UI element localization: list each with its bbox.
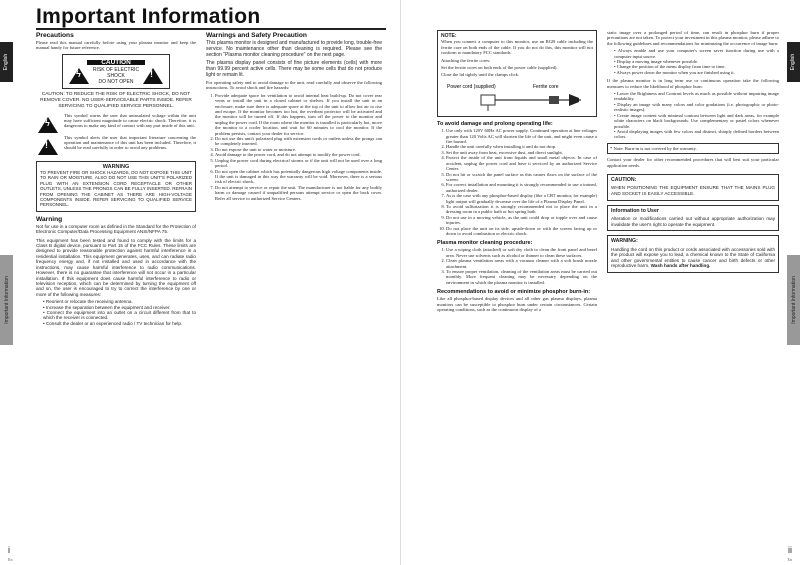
warnings-safety-heading: Warnings and Safety Precaution (206, 32, 307, 39)
note-attach: Attaching the ferrite cores: (441, 57, 491, 63)
lightning-warning-icon: ϟ (69, 68, 89, 84)
list-item: 3. Set the unit away from heat, excessive dust, and direct sunlight. (446, 150, 597, 155)
note-title: NOTE: (441, 33, 457, 39)
caution-line2: DO NOT OPEN (98, 79, 134, 86)
list-item: • Display a moving image whenever possible. (614, 59, 779, 64)
list-item: 9. Do not use in a moving vehicle, as the unit could drop or topple over and cause injuries. (446, 215, 597, 226)
list-item: • Always enable and use your computer's screen saver function during use with a computer input source. (614, 48, 779, 59)
section-tab: Important Information (0, 255, 13, 345)
list-item: 5. Do not hit or scratch the panel surface as this causes flaws on the surface of the screen. (446, 172, 597, 183)
title-rule (36, 28, 386, 30)
note-set: Set the ferrite cores on both ends of the power cable (supplied). (441, 65, 558, 71)
caution-label: CAUTION (87, 60, 145, 65)
list-item: • Lower the Brightness and Contrast levels as much as possible without impairing image readability. (614, 91, 779, 102)
list-item: • Change the position of the menu display from time to time. (614, 64, 779, 69)
list-item: 5. Unplug the power cord during electrical storms or if the unit will not be used over a long period. (215, 158, 382, 169)
list-item: • Connect the equipment into an outlet on a circuit different from that to which the receiver is connected. (43, 310, 196, 321)
ferrite-core-diagram (441, 80, 591, 112)
warning-box-title: WARNING (102, 163, 130, 170)
left-column (36, 32, 196, 326)
precautions-heading: Precautions (36, 32, 74, 39)
list-item: 2. Handle the unit carefully when installing it and do not drop. (446, 144, 597, 149)
list-item: 4. Protect the inside of the unit from liquids and small metal objects. In case of accident, unplug the power cord and have it serviced by an authorized Service Center. (446, 155, 597, 171)
burn-in-text: Like all phosphor-based display devices and all other gas plasma displays, plasma monitors can be susceptible to phosphor burn under certain circumstances. Certain operating conditions, such as the continuous display of a (437, 296, 597, 313)
diagram-label-power: Power cord (supplied) (447, 83, 496, 90)
precautions-text: Please read this manual carefully before using your plasma monitor and keep the manual handy for future reference. (36, 40, 196, 51)
section-tab: Important Information (787, 255, 800, 345)
safety-list (206, 93, 382, 201)
fcc-measures-list (36, 299, 196, 326)
safety-instructions: For operating safety and to avoid damage to the unit, read carefully and observe the following instructions. To avoid shock and fire hazards: (206, 80, 382, 91)
warning-heading: Warning (36, 215, 63, 223)
list-item: • Increase the separation between the equipment and receiver. (43, 305, 196, 310)
damage-list (437, 128, 597, 236)
list-item: • Reorient or relocate the receiving antenna. (43, 299, 196, 304)
lead-warning-bold: Wash hands after handling. (650, 263, 711, 269)
caution-box-title: CAUTION: (611, 176, 637, 183)
list-item: 3. Do not expose the unit to water or moisture. (215, 147, 382, 152)
list-item: 10. Do not place the unit on its side, upside-down or with the screen facing up or down to avoid combustion or electric shock. (446, 226, 597, 237)
info-box (607, 205, 779, 232)
list-item: • Create image content with minimal contrast between light and dark areas, for example white characters on black backgrounds. Use complementary or pastel colors whenever possible. (614, 113, 779, 129)
language-tab: English (0, 42, 13, 82)
list-item: 6. For correct installation and mounting it is strongly recommended to use a trained, authorized dealer. (446, 182, 597, 193)
list-item: 2. Clean plasma ventilation areas with a vacuum cleaner with a soft brush nozzle attachment. (446, 258, 597, 269)
lead-warning-title: WARNING: (611, 238, 638, 245)
exclamation-warning-icon: ! (143, 68, 163, 84)
right-column-2 (607, 30, 779, 277)
right-column-1 (437, 30, 597, 314)
list-item: • Avoid displaying images with few colors and distinct, sharply defined borders between colors. (614, 129, 779, 140)
list-item: • Always power down the monitor when you are finished using it. (614, 70, 779, 75)
caution-box-text: WHEN POSITIONING THE EQUIPMENT ENSURE THAT THE MAINS PLUG AND SOCKET IS EASILY ACCESSIBLE. (611, 185, 775, 196)
caution-main-text: CAUTION: TO REDUCE THE RISK OF ELECTRIC SHOCK, DO NOT REMOVE COVER. NO USER-SERVICEABLE PARTS INSIDE. REFER SERVICING TO QUALIFIED SERVICE PERSONNEL. (40, 92, 192, 109)
warning-text: Not for use in a computer room as defined in the Standard for the Protection of Electronic Computer/Data Processing Equipment ANSI/NFPA 75. (36, 223, 196, 235)
caution-box (607, 174, 779, 201)
list-item: 7. As is the case with any phosphor-based display (like a CRT monitor, for example) light output will gradually decrease over the life of a Plasma Display Panel. (446, 193, 597, 204)
safety-intro: This plasma monitor is designed and manufactured to provide long, trouble-free service. No maintenance other than cleaning is required. Please see the section "Plasma monitor cleaning procedure" on the next page. (206, 40, 382, 58)
contact-text: Contact your dealer for other recommended procedures that will best suit your particular application needs. (607, 157, 779, 168)
lead-warning-box (607, 235, 779, 273)
info-box-text: Alteration or modifications carried out without appropriate authorization may invalidate the user's right to operate the equipment. (611, 215, 775, 227)
list-item: 2. Do not use this unit's polarized plug with extension cords or outlets unless the prongs can be completely inserted. (215, 136, 382, 147)
list-item: 4. Avoid damage to the power cord, and do not attempt to modify the power cord. (215, 152, 382, 157)
list-item: 1. Use only with 120V 60Hz AC power supply. Continued operation at line voltages greater than 120 Volts AC will shorten the life of the unit, and might even cause a fire hazard. (446, 128, 597, 144)
long-term-list (607, 91, 779, 140)
fcc-text: This equipment has been tested and found to comply with the limits for a Class B digital device, pursuant to Part 15 of the FCC Rules. These limits are designed to provide reasonable protection against harmful interference in a residential installation. This equipment generates, uses, and can radiate radio frequency energy and, if not installed and used in accordance with the instructions, may cause harmful interference to radio communications. However, there is no guarantee that interference will not occur in a particular installation. If this equipment does cause harmful interference to radio or television reception, which can be determined by turning the equipment off and on, the user is encouraged to try to correct the interference by one or more of the following measures: (36, 237, 196, 297)
list-item: 6. Do not open the cabinet which has potentially dangerous high voltage components inside. If the unit is damaged in this way the warranty will be void. Moreover, there is a serious risk of electric shock. (215, 169, 382, 185)
list-item: 8. To avoid sulfurization it is strongly recommended not to place the unit in a dressing room in a public bath or hot spring bath. (446, 204, 597, 215)
burn-in-heading: Recommendations to avoid or minimize phosphor burn-in: (437, 289, 591, 296)
diagram-label-core: Ferrite core (533, 83, 559, 90)
list-item: • Display an image with many colors and color gradations (i.e. photographic or photo-realistic images). (614, 102, 779, 113)
warning-box-text: TO PREVENT FIRE OR SHOCK HAZARDS, DO NOT EXPOSE THIS UNIT TO RAIN OR MOISTURE. ALSO DO NOT USE THIS UNIT'S POLARIZED PLUG WITH AN EXTENSION CORD RECEPTACLE OR OTHER OUTLETS, UNLESS THE PRONGS CAN BE FULLY INSERTED. REFRAIN FROM OPENING THE CABINET AS THERE ARE HIGH-VOLTAGE COMPONENTS INSIDE. REFER SERVICING TO QUALIFIED SERVICE PERSONNEL. (40, 170, 192, 208)
list-item: 1. Provide adequate space for ventilation to avoid internal heat build-up. Do not cover rear vents or install the unit in a closed cabinet or shelves. If you install the unit in an enclosure, make sure there is adequate space at the top of the unit to allow hot air to rise and escape. If the monitor becomes too hot, the overheat protector will be activated and the monitor will be turned off. If this happens, turn off the power to the monitor and unplug the power cord. If the room where the monitor is installed is particularly hot, move the monitor to a cooler location, and wait for 60 minutes to cool the monitor. If the problem persists, contact your dealer for service. (215, 93, 382, 136)
info-box-title: Information to User (611, 207, 659, 214)
note-close: Close the lid tightly until the clamps click. (441, 72, 520, 78)
cleaning-heading: Plasma monitor cleaning procedure: (437, 240, 533, 247)
burn-in-list (607, 48, 779, 75)
page-number: ii (788, 545, 792, 555)
long-term-text: If the plasma monitor is in long term use or continuous operation take the following measures to reduce the likelihood of phosphor burn: (607, 78, 779, 89)
list-item: 1. Use a wiping cloth (attached) or soft dry cloth to clean the front panel and bezel area. Never use solvents such as alcohol or thinner to clean these surfaces. (446, 247, 597, 258)
burn-in-continued: static image over a prolonged period of time, can result in phosphor burn if proper precautions are not taken. To protect your investment in this plasma monitor, please adhere to the following guidelines and recommendations for minimizing the occurrence of image burn: (607, 30, 779, 46)
burn-in-note: * Note: Burn-in is not covered by the warranty. (607, 143, 779, 154)
note-box (437, 30, 597, 117)
lead-warning-text: Handling the cord on this product or cords associated with accessories sold with the product will expose you to lead, a chemical known to the State of California and other governmental entities to cause cancer and birth defects or other reproductive harm. (611, 246, 775, 269)
page-number: i (8, 545, 10, 555)
caution-line1: RISK OF ELECTRIC SHOCK (92, 67, 140, 80)
warning-box (36, 161, 196, 212)
cleaning-list (437, 247, 597, 285)
exclamation-symbol-text: This symbol alerts the user that important literature concerning the operation and maintenance of this unit has been included. Therefore, it should be read carefully in order to avoid any problems. (64, 134, 196, 151)
damage-heading: To avoid damage and prolong operating life: (437, 121, 553, 128)
safety-pixels: The plasma display panel consists of fine picture elements (cells) with more than 99.99 percent active cells. There may be some cells that do not produce light or remain lit. (206, 60, 382, 78)
note-text: When you connect a computer to this monitor, use an RGB cable including the ferrite core on both ends of the cable. If you do not do this, this monitor will not conform to mandatory FCC standards. (441, 39, 593, 56)
page-language: En (787, 557, 792, 562)
caution-label-box (62, 54, 170, 89)
language-tab: English (787, 42, 800, 82)
page-title: Important Information (36, 5, 261, 28)
lightning-symbol-text: This symbol warns the user that uninsulated voltage within the unit may have sufficient magnitude to cause electric shock. Therefore, it is dangerous to make any kind of contact with any part inside of this unit. (64, 112, 196, 129)
list-item: • Consult the dealer or an experienced radio / TV technician for help. (43, 321, 196, 326)
exclamation-symbol-icon: ! (38, 139, 58, 155)
right-page (400, 0, 800, 565)
list-item: 7. Do not attempt to service or repair the unit. The manufacturer is not liable for any bodily harm or damage caused if unqualified persons attempt service or open the back cover. Refer all service to authorized Service Centers. (215, 185, 382, 201)
list-item: 3. To ensure proper ventilation, cleaning of the ventilation areas must be carried out monthly. More frequent cleaning may be necessary depending on the environment in which the plasma monitor is installed. (446, 269, 597, 285)
page-language: En (8, 557, 13, 562)
safety-column (206, 32, 382, 201)
lightning-symbol-icon: ϟ (38, 117, 58, 133)
